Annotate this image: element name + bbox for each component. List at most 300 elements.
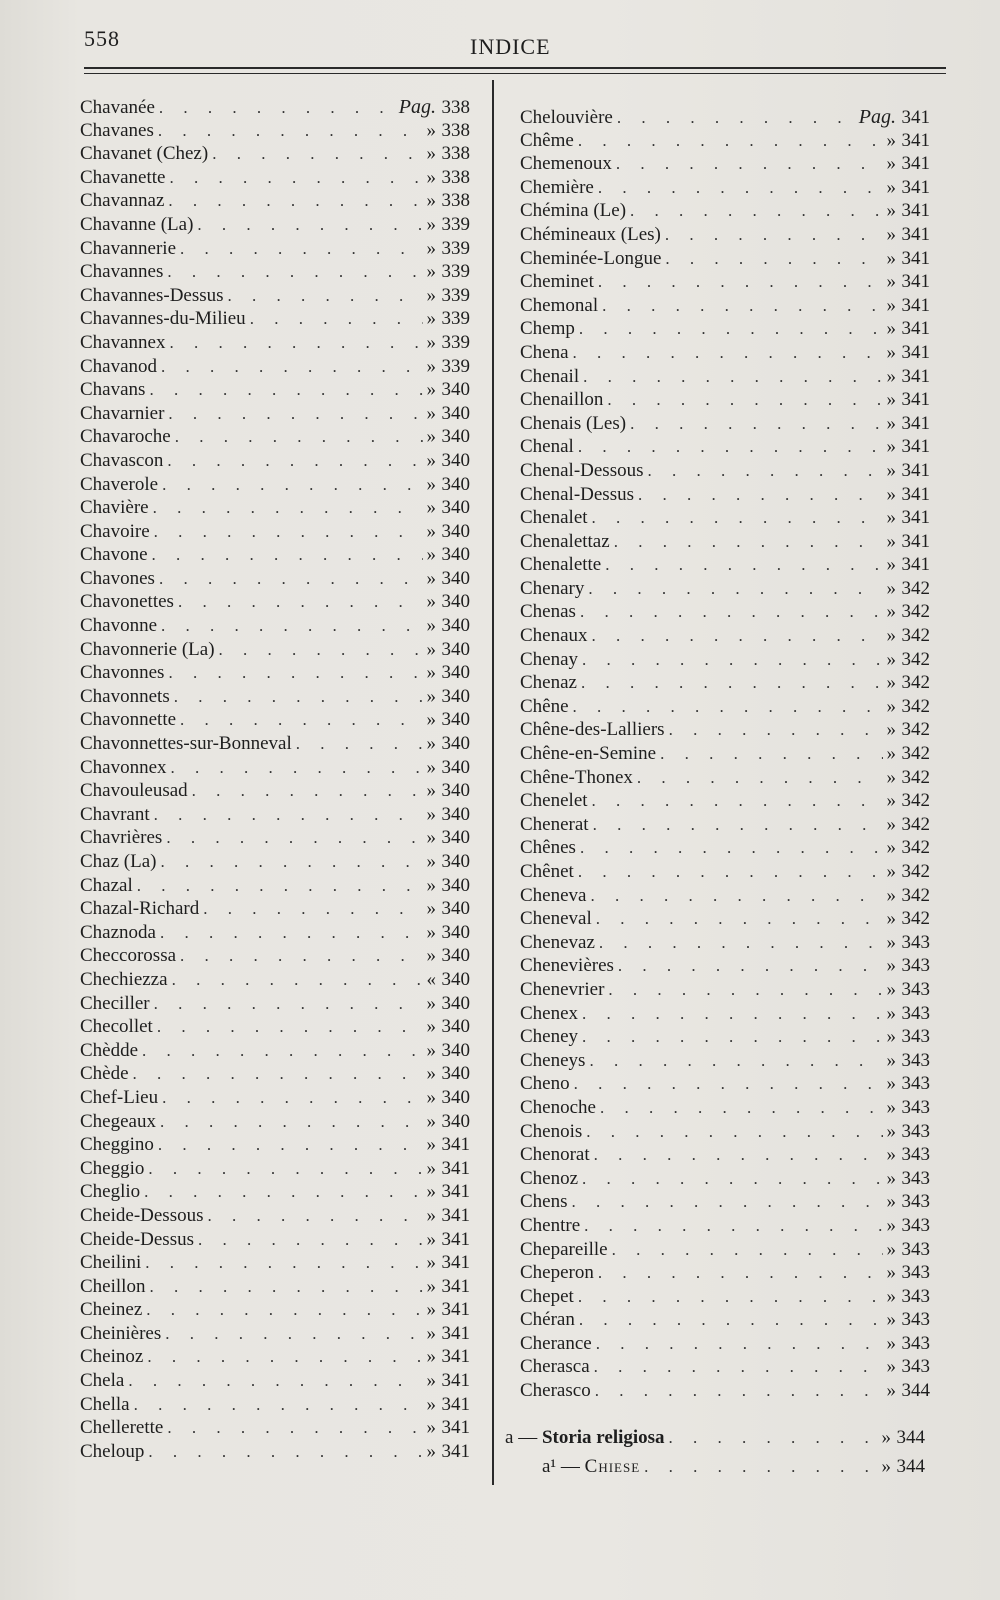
pag-label: Pag. xyxy=(398,96,436,118)
page-reference: 340 xyxy=(441,567,470,589)
leader-dots xyxy=(602,296,882,316)
leader-dots xyxy=(153,498,423,518)
entry-name: Chavanette xyxy=(80,166,166,188)
index-entry xyxy=(80,827,470,851)
ditto-mark: » xyxy=(886,389,896,411)
leader-dots xyxy=(296,734,423,754)
page-reference: 343 xyxy=(901,1191,930,1213)
page-reference: 341 xyxy=(441,1322,470,1344)
index-entry xyxy=(80,1016,470,1040)
ditto-mark: » xyxy=(426,662,436,684)
entry-name: Chef-Lieu xyxy=(80,1086,159,1108)
index-entry xyxy=(80,615,470,639)
ditto-mark: » xyxy=(886,601,896,623)
entry-name: Chenaz xyxy=(520,672,577,694)
page-number: 558 xyxy=(84,26,120,51)
leader-dots xyxy=(594,1145,883,1165)
leader-dots xyxy=(134,1395,423,1415)
entry-name: Chavannes-du-Milieu xyxy=(80,308,246,330)
index-entry xyxy=(520,672,930,696)
entry-name: Cheinoz xyxy=(80,1346,144,1368)
page-reference: 341 xyxy=(441,1204,470,1226)
leader-dots xyxy=(154,994,423,1014)
index-entry xyxy=(520,1191,930,1215)
page-reference: 340 xyxy=(441,402,470,424)
entry-name: Chêne-Thonex xyxy=(520,766,633,788)
page-reference: 340 xyxy=(441,426,470,448)
page-reference: 340 xyxy=(441,1063,470,1085)
ditto-mark: » xyxy=(886,294,896,316)
ditto-mark: » xyxy=(426,827,436,849)
ditto-mark: » xyxy=(881,1427,891,1448)
page-reference: 341 xyxy=(901,483,930,505)
index-entry xyxy=(80,1040,470,1064)
entry-name: Checiller xyxy=(80,992,150,1014)
entry-name: Chavonnex xyxy=(80,756,167,778)
entry-name: Chenevrier xyxy=(520,978,605,1000)
ditto-mark: » xyxy=(886,648,896,670)
page-reference: 341 xyxy=(441,1370,470,1392)
index-entry xyxy=(80,1252,470,1276)
ditto-mark: » xyxy=(426,921,436,943)
index-entry xyxy=(520,531,930,555)
entry-name: Chela xyxy=(80,1370,125,1392)
page-reference: 341 xyxy=(901,176,930,198)
entry-name: Chême xyxy=(520,129,574,151)
index-entry xyxy=(520,1026,930,1050)
entry-name: Chavonne xyxy=(80,615,158,637)
leader-dots xyxy=(197,215,422,235)
page-reference: 343 xyxy=(901,1332,930,1354)
ditto-mark: » xyxy=(426,426,436,448)
leader-dots xyxy=(168,191,422,211)
entry-name: Chenal xyxy=(520,436,574,458)
leader-dots xyxy=(573,697,883,717)
leader-dots xyxy=(607,390,882,410)
ditto-mark: » xyxy=(426,756,436,778)
entry-name: Chavrant xyxy=(80,803,150,825)
ditto-mark: » xyxy=(886,129,896,151)
page-reference: 338 xyxy=(441,166,470,188)
page-reference: 338 xyxy=(441,119,470,141)
index-entry xyxy=(520,1073,930,1097)
index-entry xyxy=(80,875,470,899)
index-entry xyxy=(520,837,930,861)
left-index-column xyxy=(80,96,470,1464)
ditto-mark: » xyxy=(886,153,896,175)
leader-dots xyxy=(578,437,883,457)
ditto-mark: » xyxy=(426,1110,436,1132)
ditto-mark: » xyxy=(886,1262,896,1284)
leader-dots xyxy=(584,1216,882,1236)
page-reference: 340 xyxy=(441,497,470,519)
index-entry xyxy=(80,686,470,710)
entry-name: Cheneys xyxy=(520,1049,586,1071)
index-entry xyxy=(520,1050,930,1074)
entry-name: Chenail xyxy=(520,365,580,387)
entry-name: Chémina (Le) xyxy=(520,200,627,222)
ditto-mark: » xyxy=(426,213,436,235)
leader-dots xyxy=(660,744,882,764)
ditto-mark: » xyxy=(886,247,896,269)
index-entry xyxy=(80,403,470,427)
ditto-mark: « xyxy=(426,968,436,990)
page-reference: 340 xyxy=(441,685,470,707)
index-entry xyxy=(520,1262,930,1286)
page-reference: 340 xyxy=(441,1110,470,1132)
ditto-mark: » xyxy=(886,530,896,552)
index-entry xyxy=(80,96,470,120)
entry-name: Chentre xyxy=(520,1214,581,1236)
entry-name: Chena xyxy=(520,341,569,363)
page-reference: 342 xyxy=(901,766,930,788)
page-reference: 340 xyxy=(441,756,470,778)
ditto-mark: » xyxy=(886,790,896,812)
entry-name: Cheneva xyxy=(520,884,587,906)
page-reference: 343 xyxy=(901,1096,930,1118)
page-reference: 342 xyxy=(901,601,930,623)
entry-name: Chémineaux (Les) xyxy=(520,223,661,245)
page-reference: 341 xyxy=(901,271,930,293)
section-heading xyxy=(505,1427,925,1449)
ditto-mark: » xyxy=(426,1063,436,1085)
ditto-mark: » xyxy=(426,355,436,377)
leader-dots xyxy=(158,121,423,141)
leader-dots xyxy=(168,404,422,424)
page-reference: 342 xyxy=(901,743,930,765)
ditto-mark: » xyxy=(886,1049,896,1071)
page-reference: 339 xyxy=(441,284,470,306)
ditto-mark: » xyxy=(426,591,436,613)
leader-dots xyxy=(582,1169,882,1189)
entry-name: Cheno xyxy=(520,1073,570,1095)
ditto-mark: » xyxy=(426,379,436,401)
leader-dots xyxy=(574,1074,883,1094)
page-reference: 340 xyxy=(441,473,470,495)
page-reference: 339 xyxy=(441,355,470,377)
page-reference: 340 xyxy=(441,615,470,637)
index-entry xyxy=(520,507,930,531)
leader-dots xyxy=(160,852,422,872)
leader-dots xyxy=(174,687,423,707)
leader-dots xyxy=(144,1182,422,1202)
ditto-mark: » xyxy=(426,803,436,825)
entry-name: Chavanet (Chez) xyxy=(80,143,209,165)
ditto-mark: » xyxy=(886,1238,896,1260)
leader-dots xyxy=(169,333,422,353)
page-reference: 343 xyxy=(901,1356,930,1378)
index-entry xyxy=(520,177,930,201)
leader-dots xyxy=(228,286,423,306)
ditto-mark: » xyxy=(886,955,896,977)
index-entry xyxy=(520,460,930,484)
page-reference: 343 xyxy=(901,1144,930,1166)
ditto-mark: » xyxy=(426,166,436,188)
page-reference: 343 xyxy=(901,1002,930,1024)
index-entry xyxy=(80,1158,470,1182)
running-head: INDICE xyxy=(470,34,551,59)
section-dash: — xyxy=(518,1427,538,1448)
entry-name: Chênes xyxy=(520,837,576,859)
entry-name: Chenelet xyxy=(520,790,588,812)
entry-name: Cherasco xyxy=(520,1380,591,1402)
ditto-mark: » xyxy=(886,223,896,245)
leader-dots xyxy=(617,108,855,128)
entry-name: Cheilini xyxy=(80,1252,142,1274)
index-entry xyxy=(520,318,930,342)
entry-name: Chaz (La) xyxy=(80,851,157,872)
entry-name: Chenaillon xyxy=(520,389,604,411)
entry-name: Cheide-Dessus xyxy=(80,1228,194,1250)
index-entry xyxy=(80,332,470,356)
ditto-mark: » xyxy=(426,1086,436,1108)
entry-name: Chella xyxy=(80,1393,130,1415)
leader-dots xyxy=(665,249,882,269)
leader-dots xyxy=(600,1098,883,1118)
page-reference: 340 xyxy=(441,945,470,967)
page-reference: 343 xyxy=(901,1214,930,1236)
ditto-mark: » xyxy=(886,695,896,717)
entry-name: Cheinez xyxy=(80,1299,143,1321)
entry-name: Chenaux xyxy=(520,625,588,647)
ditto-mark: » xyxy=(886,318,896,340)
ditto-mark: » xyxy=(426,284,436,306)
entry-name: Chenary xyxy=(520,577,585,599)
ditto-mark: » xyxy=(426,190,436,212)
index-entry xyxy=(520,790,930,814)
leader-dots xyxy=(669,720,883,740)
leader-dots xyxy=(593,815,883,835)
index-entry xyxy=(520,1356,930,1380)
page-reference: 340 xyxy=(441,1086,470,1108)
ditto-mark: » xyxy=(426,473,436,495)
ditto-mark: » xyxy=(886,1214,896,1236)
ditto-mark: » xyxy=(886,837,896,859)
page-reference: 340 xyxy=(441,544,470,566)
page-reference: 343 xyxy=(901,931,930,953)
page-reference: 343 xyxy=(901,1262,930,1284)
leader-dots xyxy=(644,1457,877,1477)
page-reference: 343 xyxy=(901,978,930,1000)
index-entry xyxy=(80,1134,470,1158)
page-reference: 341 xyxy=(901,200,930,222)
leader-dots xyxy=(142,1041,422,1061)
index-entry xyxy=(80,662,470,686)
index-entry xyxy=(520,1380,930,1404)
ditto-mark: » xyxy=(426,497,436,519)
page-reference: 340 xyxy=(441,851,470,872)
page-reference: 341 xyxy=(441,1181,470,1203)
leader-dots xyxy=(589,1051,882,1071)
page-reference: 341 xyxy=(441,1346,470,1368)
entry-name: Chaznoda xyxy=(80,921,156,943)
index-entry xyxy=(520,719,930,743)
index-entry xyxy=(520,578,930,602)
entry-name: Chemonal xyxy=(520,294,599,316)
index-entry xyxy=(80,120,470,144)
index-entry xyxy=(80,780,470,804)
ditto-mark: » xyxy=(426,261,436,283)
entry-name: Chavouleusad xyxy=(80,780,188,802)
index-entry xyxy=(520,885,930,909)
page-reference: 341 xyxy=(441,1440,470,1462)
entry-name: Chazal xyxy=(80,874,133,896)
entry-name: Checollet xyxy=(80,1016,153,1038)
leader-dots xyxy=(160,923,423,943)
entry-name: Chavonnette xyxy=(80,709,177,731)
index-entry xyxy=(80,568,470,592)
entry-name: Chellerette xyxy=(80,1417,164,1439)
leader-dots xyxy=(154,522,423,542)
entry-name: Chenalet xyxy=(520,507,588,529)
index-entry xyxy=(520,342,930,366)
page-reference: 341 xyxy=(901,107,930,128)
entry-name: Chavanée xyxy=(80,97,155,118)
leader-dots xyxy=(592,791,883,811)
page-reference: 341 xyxy=(901,247,930,269)
page-reference: 342 xyxy=(901,837,930,859)
page-reference: 340 xyxy=(441,992,470,1014)
entry-name: Chenois xyxy=(520,1120,583,1142)
ditto-mark: » xyxy=(886,507,896,529)
ditto-mark: » xyxy=(886,577,896,599)
page-reference: 343 xyxy=(901,1285,930,1307)
ditto-mark: » xyxy=(426,402,436,424)
ditto-mark: » xyxy=(886,719,896,741)
index-entry xyxy=(520,1333,930,1357)
leader-dots xyxy=(133,1064,423,1084)
entry-name: Cheide-Dessous xyxy=(80,1204,204,1226)
index-entry xyxy=(80,474,470,498)
leader-dots xyxy=(250,309,423,329)
ditto-mark: » xyxy=(886,1356,896,1378)
index-entry xyxy=(80,1181,470,1205)
entry-name: Chenerat xyxy=(520,813,589,835)
leader-dots xyxy=(618,956,883,976)
page-reference: 343 xyxy=(901,1120,930,1142)
entry-name: Chavaroche xyxy=(80,426,171,448)
entry-name: Chenal-Dessous xyxy=(520,459,644,481)
entry-name: Chênet xyxy=(520,861,574,882)
entry-name: Chenoz xyxy=(520,1167,579,1189)
page-reference: 344 xyxy=(901,1380,930,1402)
entry-name: Chavones xyxy=(80,567,155,589)
leader-dots xyxy=(578,131,883,151)
ditto-mark: » xyxy=(886,1073,896,1095)
ditto-mark: » xyxy=(426,945,436,967)
leader-dots xyxy=(582,1004,882,1024)
index-entry xyxy=(520,366,930,390)
index-entry xyxy=(520,625,930,649)
ditto-mark: » xyxy=(426,520,436,542)
entry-name: Chèdde xyxy=(80,1039,139,1061)
ditto-mark: » xyxy=(886,672,896,694)
page-reference: 340 xyxy=(441,520,470,542)
ditto-mark: » xyxy=(881,1456,891,1477)
leader-dots xyxy=(599,933,883,953)
section-letter: a xyxy=(505,1427,514,1448)
header-rule-thin xyxy=(84,73,946,74)
ditto-mark: » xyxy=(426,992,436,1014)
leader-dots xyxy=(592,626,883,646)
ditto-mark: » xyxy=(426,308,436,330)
index-entry xyxy=(520,743,930,767)
entry-name: Chemenoux xyxy=(520,153,612,175)
page-reference: 341 xyxy=(901,365,930,387)
ditto-mark: » xyxy=(426,119,436,141)
leader-dots xyxy=(198,1230,423,1250)
leader-dots xyxy=(579,319,883,339)
page-reference: 343 xyxy=(901,955,930,977)
ditto-mark: » xyxy=(886,554,896,576)
entry-name: Chechiezza xyxy=(80,968,168,990)
ditto-mark: » xyxy=(886,1285,896,1307)
leader-dots xyxy=(148,1442,422,1462)
page-reference: 341 xyxy=(901,554,930,576)
ditto-mark: » xyxy=(886,766,896,788)
page-reference: 341 xyxy=(441,1417,470,1439)
ditto-mark: » xyxy=(426,1252,436,1274)
index-entry xyxy=(80,261,470,285)
leader-dots xyxy=(192,781,423,801)
entry-name: Cheglio xyxy=(80,1181,141,1203)
ditto-mark: » xyxy=(426,1393,436,1415)
leader-dots xyxy=(581,673,883,693)
entry-name: Chenalettaz xyxy=(520,530,610,552)
index-entry xyxy=(80,1063,470,1087)
leader-dots xyxy=(146,1300,422,1320)
index-entry xyxy=(80,190,470,214)
entry-name: Chavone xyxy=(80,544,148,566)
page-reference: 343 xyxy=(901,1049,930,1071)
ditto-mark: » xyxy=(886,908,896,930)
leader-dots xyxy=(630,201,882,221)
page-reference: 342 xyxy=(901,719,930,741)
page-reference: 340 xyxy=(441,1039,470,1061)
ditto-mark: » xyxy=(886,1332,896,1354)
index-entry xyxy=(520,106,930,130)
leader-dots xyxy=(596,909,883,929)
leader-dots xyxy=(582,650,882,670)
page-reference: 341 xyxy=(901,459,930,481)
index-entry xyxy=(520,1097,930,1121)
ditto-mark: » xyxy=(886,1120,896,1142)
ditto-mark: » xyxy=(426,1417,436,1439)
page-reference: 340 xyxy=(441,733,470,755)
entry-name: Chéran xyxy=(520,1309,575,1331)
index-entry xyxy=(520,153,930,177)
ditto-mark: » xyxy=(426,1228,436,1250)
page-reference: 340 xyxy=(441,638,470,660)
index-entry xyxy=(80,1111,470,1135)
page-reference: 340 xyxy=(441,379,470,401)
leader-dots xyxy=(605,555,882,575)
leader-dots xyxy=(598,178,883,198)
page-reference: 340 xyxy=(441,803,470,825)
ditto-mark: » xyxy=(426,1204,436,1226)
ditto-mark: » xyxy=(426,1275,436,1297)
index-entry xyxy=(520,814,930,838)
leader-dots xyxy=(167,451,422,471)
page-reference: 339 xyxy=(441,331,470,353)
index-entry xyxy=(520,389,930,413)
page-reference: 339 xyxy=(441,237,470,259)
page-reference: 344 xyxy=(896,1427,925,1448)
page-reference: 342 xyxy=(901,908,930,930)
ditto-mark: » xyxy=(426,874,436,896)
index-entry xyxy=(80,544,470,568)
entry-name: Chède xyxy=(80,1063,129,1085)
